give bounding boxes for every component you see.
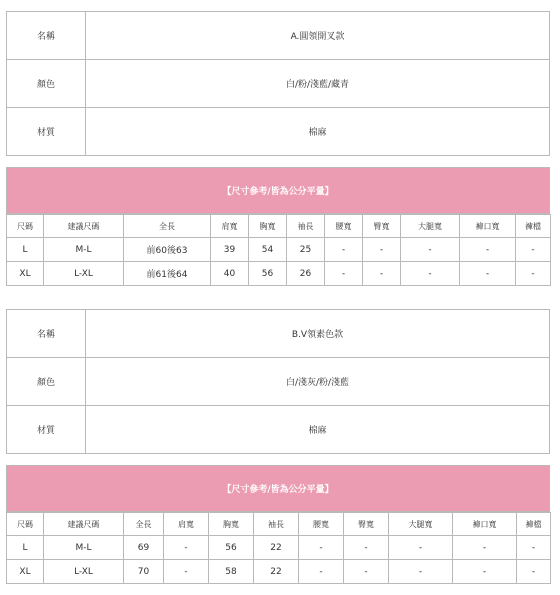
header-cell: 肩寬: [211, 215, 249, 238]
table-cell: -: [517, 560, 551, 584]
table-cell: 56: [209, 536, 254, 560]
table-cell: 前60後63: [124, 238, 211, 262]
table-cell: XL: [7, 560, 44, 584]
table-cell: M-L: [44, 536, 124, 560]
header-cell: 大腿寬: [401, 215, 460, 238]
header-cell: 尺碼: [7, 215, 44, 238]
header-cell: 褲口寬: [460, 215, 516, 238]
table-cell: M-L: [44, 238, 124, 262]
table-cell: -: [453, 560, 517, 584]
header-cell: 建議尺碼: [44, 215, 124, 238]
name-value: A.圓領開叉款: [86, 12, 550, 60]
table-cell: 22: [254, 560, 299, 584]
name-label: 名稱: [7, 310, 86, 358]
table-cell: L: [7, 238, 44, 262]
header-cell: 褲口寬: [453, 513, 517, 536]
table-cell: 25: [287, 238, 325, 262]
table-cell: L-XL: [44, 262, 124, 286]
table-cell: -: [516, 262, 551, 286]
header-cell: 褲檔: [516, 215, 551, 238]
table-cell: 54: [249, 238, 287, 262]
table-cell: -: [363, 262, 401, 286]
name-value: B.V領素色款: [86, 310, 550, 358]
size-header-row: [7, 215, 551, 238]
header-cell: 腰寬: [325, 215, 363, 238]
name-label: 名稱: [7, 12, 86, 60]
header-cell: 腰寬: [299, 513, 344, 536]
table-cell: 58: [209, 560, 254, 584]
table-cell: -: [344, 536, 389, 560]
material-value: 棉麻: [86, 406, 550, 454]
table-cell: -: [516, 238, 551, 262]
table-cell: -: [389, 536, 453, 560]
product-a-size-table: [6, 214, 551, 286]
table-cell: 70: [124, 560, 164, 584]
material-value: 棉麻: [86, 108, 550, 156]
color-label: 顏色: [7, 60, 86, 108]
color-label: 顏色: [7, 358, 86, 406]
product-a-info-table: [6, 11, 550, 156]
header-cell: 全長: [124, 215, 211, 238]
table-row: [7, 560, 551, 584]
size-header-row: [7, 513, 551, 536]
table-cell: -: [325, 262, 363, 286]
size-chart-title-bar: 【尺寸參考/皆為公分平量】: [6, 167, 550, 214]
header-cell: 臀寬: [344, 513, 389, 536]
table-cell: -: [401, 262, 460, 286]
table-cell: -: [164, 536, 209, 560]
table-row: [7, 536, 551, 560]
header-cell: 胸寬: [209, 513, 254, 536]
table-cell: -: [401, 238, 460, 262]
header-cell: 大腿寬: [389, 513, 453, 536]
size-chart-title-bar: 【尺寸參考/皆為公分平量】: [6, 465, 550, 512]
table-cell: -: [363, 238, 401, 262]
table-cell: -: [460, 238, 516, 262]
table-cell: -: [164, 560, 209, 584]
table-row: [7, 238, 551, 262]
header-cell: 臀寬: [363, 215, 401, 238]
table-cell: L-XL: [44, 560, 124, 584]
table-cell: 39: [211, 238, 249, 262]
header-cell: 尺碼: [7, 513, 44, 536]
table-cell: 26: [287, 262, 325, 286]
table-cell: -: [517, 536, 551, 560]
table-cell: -: [344, 560, 389, 584]
material-label: 材質: [7, 406, 86, 454]
table-row: [7, 262, 551, 286]
table-cell: -: [325, 238, 363, 262]
header-cell: 褲檔: [517, 513, 551, 536]
table-cell: 69: [124, 536, 164, 560]
table-cell: 22: [254, 536, 299, 560]
product-b-info-table: [6, 309, 550, 454]
table-cell: 40: [211, 262, 249, 286]
table-cell: XL: [7, 262, 44, 286]
table-cell: -: [389, 560, 453, 584]
table-cell: 56: [249, 262, 287, 286]
table-cell: 前61後64: [124, 262, 211, 286]
header-cell: 全長: [124, 513, 164, 536]
color-value: 白/淺灰/粉/淺藍: [86, 358, 550, 406]
table-cell: -: [299, 560, 344, 584]
header-cell: 袖長: [254, 513, 299, 536]
table-cell: L: [7, 536, 44, 560]
header-cell: 袖長: [287, 215, 325, 238]
table-cell: -: [460, 262, 516, 286]
color-value: 白/粉/淺藍/藏青: [86, 60, 550, 108]
table-cell: -: [453, 536, 517, 560]
header-cell: 建議尺碼: [44, 513, 124, 536]
header-cell: 肩寬: [164, 513, 209, 536]
material-label: 材質: [7, 108, 86, 156]
product-b-size-table: [6, 512, 551, 584]
header-cell: 胸寬: [249, 215, 287, 238]
table-cell: -: [299, 536, 344, 560]
